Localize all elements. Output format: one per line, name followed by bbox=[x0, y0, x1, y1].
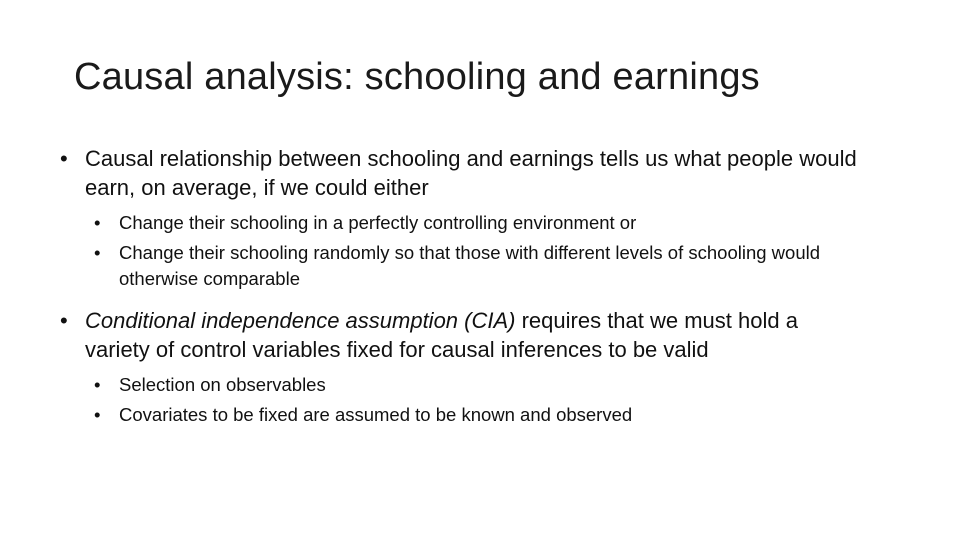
sub-bullet-controlled-environment bbox=[94, 210, 860, 236]
bullet-dot: • bbox=[94, 212, 101, 233]
sub-bullet-text: Change their schooling randomly so that those with different levels of schooling would otherwise comparable bbox=[119, 242, 821, 289]
bullet-causal-relationship bbox=[60, 144, 860, 202]
sub-bullet-list bbox=[94, 372, 860, 428]
sub-bullet-text: Change their schooling in a perfectly controlling environment or bbox=[119, 212, 637, 233]
bullet-text: requires that we must hold a variety of control variables fixed for causal inferences to be valid bbox=[85, 308, 798, 362]
sub-bullet-random-schooling bbox=[94, 240, 860, 292]
bullet-dot: • bbox=[94, 242, 101, 263]
bullet-emphasis: Conditional independence assumption (CIA) bbox=[85, 308, 516, 333]
sub-bullet-list bbox=[94, 210, 860, 292]
bullet-dot: • bbox=[60, 308, 68, 333]
sub-bullet-text: Covariates to be fixed are assumed to be known and observed bbox=[119, 404, 633, 425]
sub-bullet-selection-observables bbox=[94, 372, 860, 398]
sub-bullet-text: Selection on observables bbox=[119, 374, 326, 395]
sub-bullet-covariates bbox=[94, 402, 860, 428]
slide-title: Causal analysis: schooling and earnings bbox=[74, 56, 760, 98]
bullet-text: Causal relationship between schooling and earnings tells us what people would earn, on average, if we could either bbox=[85, 146, 857, 200]
bullet-dot: • bbox=[94, 404, 101, 425]
bullet-dot: • bbox=[60, 146, 68, 171]
bullet-dot: • bbox=[94, 374, 101, 395]
slide-content bbox=[60, 144, 860, 442]
bullet-cia bbox=[60, 306, 860, 364]
